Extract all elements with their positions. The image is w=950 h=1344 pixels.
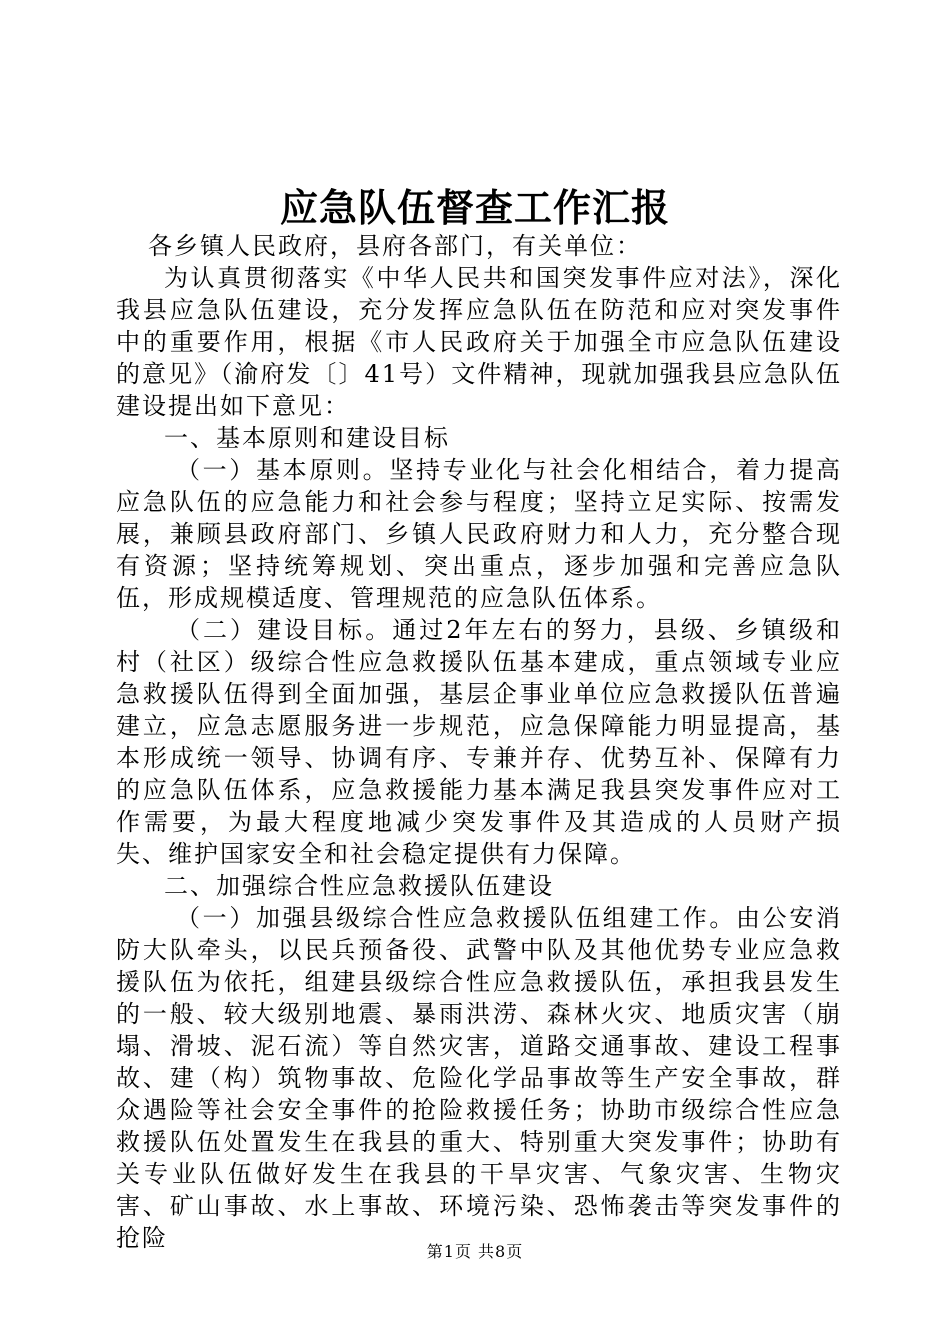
document-body — [116, 230, 842, 1254]
county-team-paragraph: （一）加强县级综合性应急救援队伍组建工作。由公安消防大队牵头，以民兵预备役、武警中队及其他优势专业应急救援队伍为依托，组建县级综合性应急救援队伍，承担我县发生的一般、较大级别地震、暴雨洪涝、森林火灾、地质灾害（崩塌、滑坡、泥石流）等自然灾害，道路交通事故、建设工程事故、建（构）筑物事故、危险化学品事故等生产安全事故，群众遇险等社会安全事件的抢险救援任务；协助市级综合性应急救援队伍处置发生在我县的重大、特别重大突发事件；协助有关专业队伍做好发生在我县的干旱灾害、气象灾害、生物灾害、矿山事故、水上事故、环境污染、恐怖袭击等突发事件的抢险 — [116, 904, 842, 1252]
page-number-footer: 第1页 共8页 — [426, 1242, 524, 1261]
document-title: 应急队伍督查工作汇报 — [279, 185, 670, 230]
section-heading-2: 二、加强综合性应急救援队伍建设 — [164, 872, 554, 900]
basic-principles-paragraph: （一）基本原则。坚持专业化与社会化相结合，着力提高应急队伍的应急能力和社会参与程度；坚持立足实际、按需发展，兼顾县政府部门、乡镇人民政府财力和人力，充分整合现有资源；坚持统筹规划、突出重点，逐步加强和完善应急队伍，形成规模适度、管理规范的应急队伍体系。 — [116, 456, 842, 612]
intro-paragraph: 为认真贯彻落实《中华人民共和国突发事件应对法》，深化我县应急队伍建设，充分发挥应急队伍在防范和应对突发事件中的重要作用，根据《市人民政府关于加强全市应急队伍建设的意见》（渝府发〔〕41号）文件精神，现就加强我县应急队伍建设提出如下意见： — [116, 264, 842, 420]
section-heading-1: 一、基本原则和建设目标 — [164, 424, 450, 452]
construction-goals-paragraph: （二）建设目标。通过2年左右的努力，县级、乡镇级和村（社区）级综合性应急救援队伍基本建成，重点领域专业应急救援队伍得到全面加强，基层企事业单位应急救援队伍普遍建立，应急志愿服务进一步规范，应急保障能力明显提高，基本形成统一领导、协调有序、专兼并存、优势互补、保障有力的应急队伍体系，应急救援能力基本满足我县突发事件应对工作需要，为最大程度地减少突发事件及其造成的人员财产损失、维护国家安全和社会稳定提供有力保障。 — [116, 616, 842, 868]
salutation-paragraph: 各乡镇人民政府，县府各部门，有关单位： — [148, 232, 642, 260]
